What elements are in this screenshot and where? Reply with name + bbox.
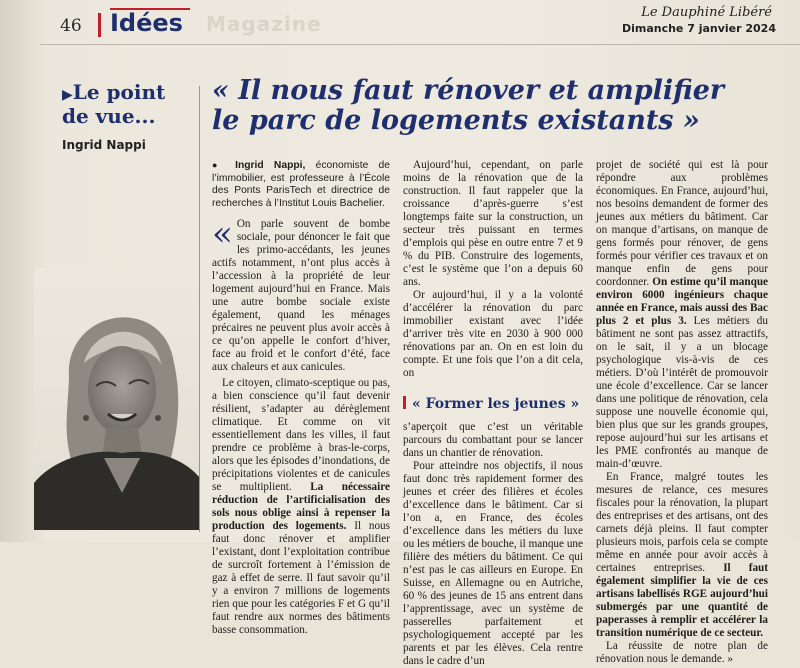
lead-paragraph: [212, 214, 390, 374]
paragraph: [596, 159, 768, 471]
paragraph: [212, 377, 390, 637]
paragraph-text: projet de société qui est là pour répondre aux problèmes économiques. En France, aujourd’hui, nos besoins demandent de former des jeunes aux métiers du bâtiment. Car on manque d’artisans, on manque de gens formés pour rénover, de gens formés pour vérifier ces travaux et on manque enfin de gens pour coordonner.: [596, 159, 768, 288]
paragraph-highlight: On estime qu’il manque environ 6000 ingénieurs chaque année en France, mais aussi des Bac plus 2 et plus 3.: [596, 276, 769, 327]
paragraph-text: Les métiers du bâtiment ne sont pas assez attractifs, on le sait, il y a un blocage psychologique vis-à-vis de ces métiers. D’où l’intérêt de promouvoir une école d’excellence. Car se lancer dans une politique de rénovation, cela suppose une nouvelle économie qui, bien plus que sur les grands groupes, repose aujourd’hui sur les artisans et les PME confrontés au manque de main-d’œuvre.: [596, 315, 768, 470]
text-column-1: [212, 159, 390, 637]
paragraph-text: En France, malgré toutes les mesures de relance, ces mesures fiscales pour la rénovation, la plupart des entreprises et des artisans, ont des carnets déjà pleins. Il faut compter plusieurs mois, parfois cela se compte même en année pour avoir accès à certaines entreprises.: [596, 471, 768, 574]
paragraph-highlight: La nécessaire réduction de l’artificialisation des sols nous oblige ainsi à repenser la production des logements.: [212, 481, 390, 532]
subheading-marker: [403, 396, 406, 409]
author-portrait: [34, 268, 200, 530]
page-header: [0, 0, 800, 44]
author-name: Ingrid Nappi: [62, 138, 146, 152]
kicker-line1: Le point: [72, 80, 166, 104]
author-bio: ● Ingrid Nappi, économiste de l’immobilier, est professeure à l’École des Ponts ParisTech et directrice de recherches à l’Institut Louis Bachelier.: [212, 160, 390, 209]
paragraph-text: Le citoyen, climato-sceptique ou pas, a bien conscience qu’il faut devenir résilient, s’adapter au dérèglement climatique. Et comme on vit essentiellement dans les villes, il faut prendre ce problème à bras-le-corps, alors que les épisodes d’inondations, de précipitations violentes et de canicules se multiplient.: [212, 377, 390, 493]
headline: « Il nous faut rénover et amplifier le parc de logements existants »: [212, 75, 725, 136]
paragraph-highlight: Il faut également simplifier la vie de ces artisans labellisés RGE aujourd’hui submergés par une quantité de paperasses à remplir et accélérer la transition numérique de ce secteur.: [596, 562, 768, 639]
paragraph: [596, 471, 768, 640]
subheading: [403, 396, 583, 411]
rubric-title: Idées: [110, 9, 183, 37]
page-number: 46: [60, 16, 82, 36]
kicker-line2: de vue...: [62, 104, 156, 128]
bio-name: Ingrid Nappi,: [235, 160, 306, 171]
text-column-3: [596, 159, 768, 666]
triangle-icon: ▶: [62, 87, 73, 103]
subheading-text: « Former les jeunes »: [412, 396, 580, 412]
closing-paragraph: La réussite de notre plan de rénovation nous le demande. »: [596, 640, 768, 665]
lead-text: On parle souvent de bombe sociale, pour dénoncer le fait que les primo-accédants, les jeunes actifs notamment, n’ont plus accès à l’accession à la propriété de leur logement aujourd’hui en France. Mais une autre bombe sociale existe également, quand les ménages précaires ne peuvent plus avoir accès à ce qu’on appelle le confort d’hiver, face au froid et le confort d’été, face aux chaleurs et aux canicules.: [212, 218, 390, 373]
issue-date: Dimanche 7 janvier 2024: [621, 22, 776, 35]
kicker: [62, 82, 165, 127]
paragraph: s’aperçoit que c’est un véritable parcours du combattant pour se lancer dans un chantier de rénovation.: [403, 421, 583, 459]
bio-text: économiste de l’immobilier, est professeure à l’École des Ponts ParisTech et directrice de recherches à l’Institut Louis Bachelier.: [212, 160, 390, 209]
paragraph-text: Il nous faut donc rénover et amplifier l’existant, dont l’exploitation contribue de surcroît fortement à l’émission de gaz à effet de serre. Il faut savoir qu’il y a environ 7 millions de logements rien que pour les catégories F et G qu’il faut rendre aux normes des bâtiments basse consommation.: [212, 520, 391, 636]
paragraph: Aujourd’hui, cependant, on parle moins de la rénovation que de la construction. Il faut rappeler que la croissance d’après-guerre s’est longtemps faite sur la construction, un secteur très puissant en termes d’emplois qui pèse en outre entre 7 et 9 % du PIB. Construire des logements, c’est le système que l’on a depuis 60 ans.: [403, 159, 583, 288]
paragraph: Or aujourd’hui, il y a la volonté d’accélérer la rénovation du parc immobilier existant avec l’idée d’arriver très vite en 2030 à 900 000 rénovations par an. On en est loin du compte. Et une fois que l’on a dit cela, on: [403, 289, 583, 379]
column-divider: [199, 86, 200, 532]
show-through-text: Magazine: [206, 12, 322, 36]
text-column-2: [403, 159, 583, 668]
header-divider: [98, 13, 101, 37]
newspaper-name: Le Dauphiné Libéré: [641, 5, 772, 20]
header-rule: [40, 44, 800, 45]
paragraph: Pour atteindre nos objectifs, il nous faut donc très rapidement former des jeunes et créer des filières et écoles d’excellence dans le bâtiment. Car si l’on a, en France, des écoles d’excellence dans les métiers du luxe ou les métiers de bouche, il manque une filière des métiers du bâtiment. Ce qui n’est pas le cas ailleurs en Europe. En Suisse, en Allemagne ou en Autriche, 60 % des jeunes de 15 ans entrent dans l’apprentissage, avec un système de passerelles parfaitement et psychologiquement accepté par les parents et par les élèves. Cela rentre dans le cadre d’un: [403, 460, 583, 667]
opening-quote: «: [212, 214, 233, 254]
